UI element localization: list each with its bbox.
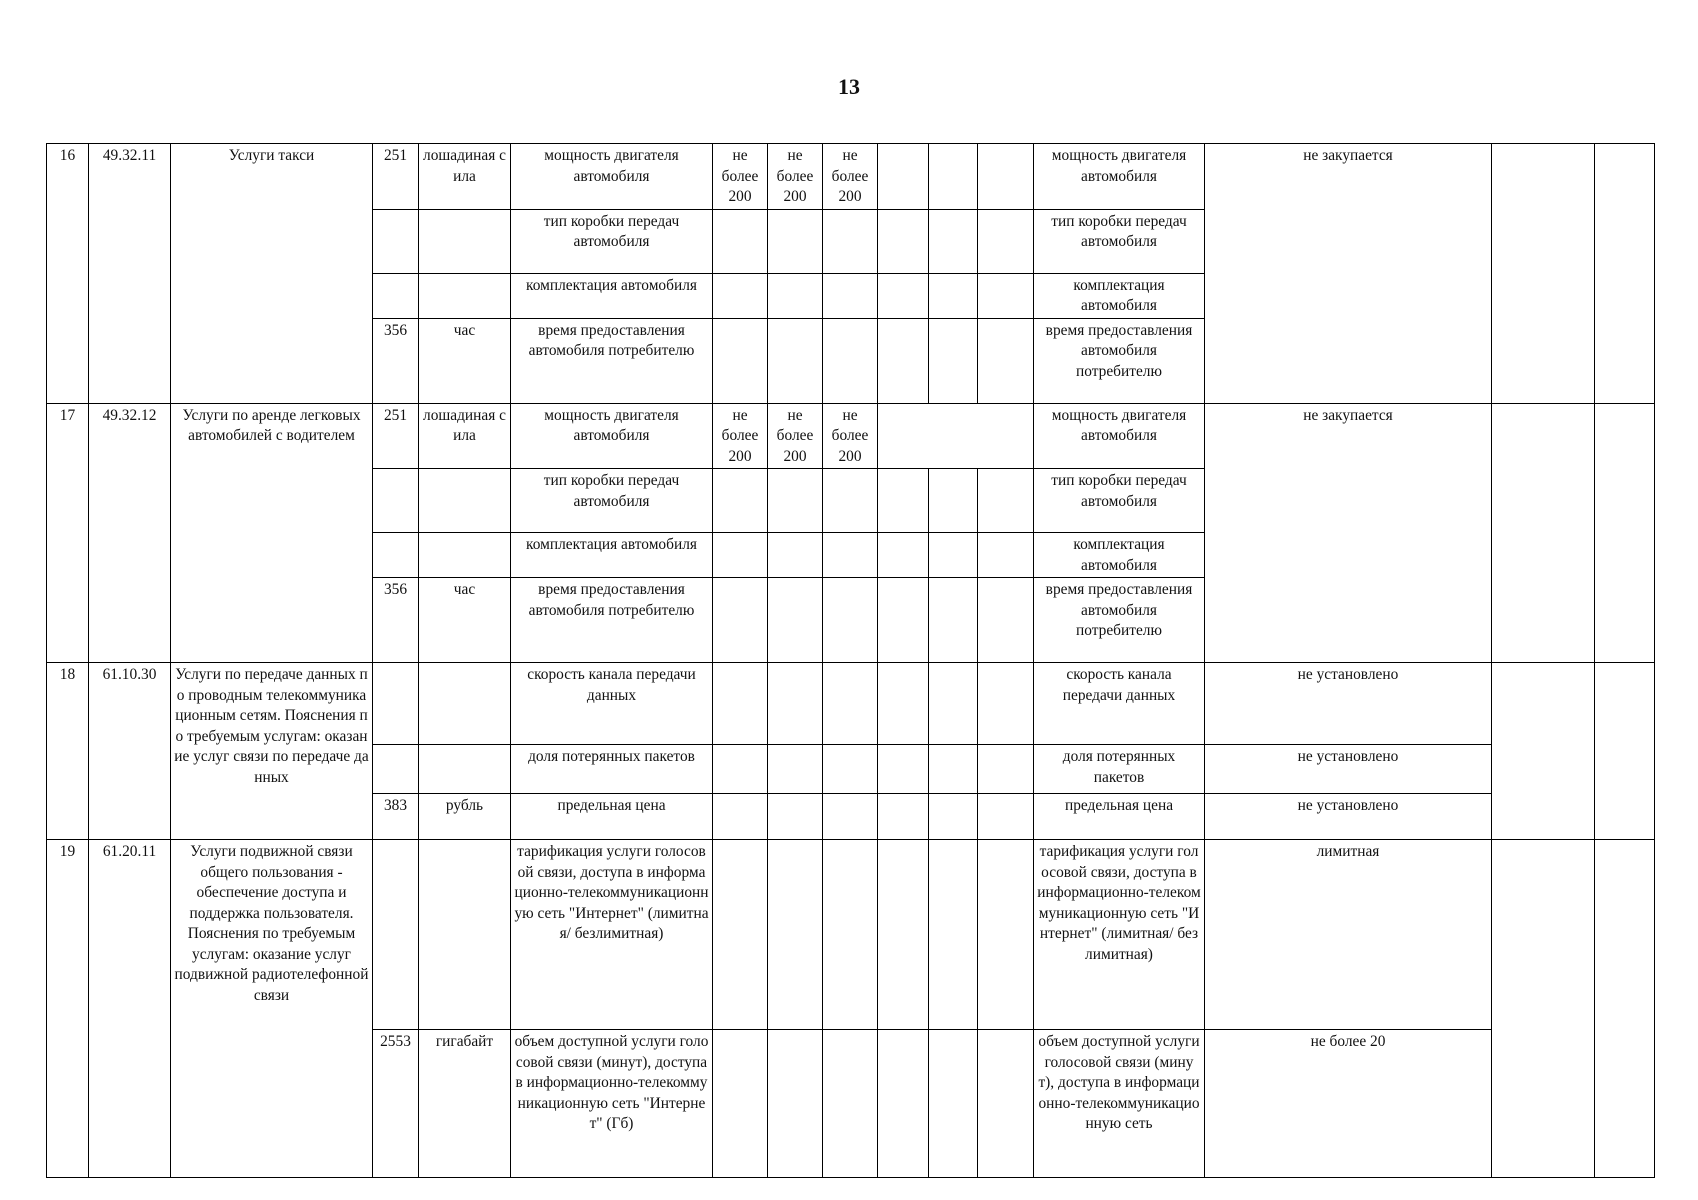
empty-cell [1492, 663, 1595, 840]
empty-cell [878, 318, 929, 403]
limit-value [768, 578, 823, 663]
empty-cell [929, 318, 978, 403]
empty-cell [768, 840, 823, 1030]
row-number: 19 [47, 840, 89, 1178]
empty-cell [978, 578, 1034, 663]
unit-name: рубль [419, 794, 511, 840]
okei-code: 383 [373, 794, 419, 840]
specification-table [46, 143, 1655, 1178]
empty-cell [1595, 840, 1655, 1178]
limit-value [768, 209, 823, 273]
limit-value [713, 578, 768, 663]
characteristic-value: не закупается [1205, 144, 1492, 404]
empty-cell [978, 144, 1034, 210]
row-number: 17 [47, 403, 89, 663]
okpd-code: 61.20.11 [89, 840, 171, 1178]
service-name: Услуги по передаче данных по проводным телекоммуникационным сетям. Пояснения по требуемым услугам: оказание услуг связи по передаче данных [171, 663, 373, 840]
limit-value [823, 209, 878, 273]
characteristic-value: не установлено [1205, 794, 1492, 840]
characteristic: предельная цена [511, 794, 713, 840]
okei-code [373, 745, 419, 794]
characteristic-approved: мощность двигателя автомобиля [1034, 144, 1205, 210]
characteristic-approved: тип коробки передач автомобиля [1034, 469, 1205, 533]
limit-value [768, 273, 823, 318]
okei-code: 356 [373, 578, 419, 663]
characteristic: тарификация услуги голосовой связи, доступа в информационно-телекоммуникационную сеть "Интернет" (лимитная/ безлимитная) [511, 840, 713, 1030]
characteristic-approved: доля потерянных пакетов [1034, 745, 1205, 794]
empty-cell [978, 1030, 1034, 1178]
empty-cell [929, 144, 978, 210]
empty-cell [978, 745, 1034, 794]
empty-cell [929, 469, 978, 533]
empty-cell [929, 745, 978, 794]
okei-code [373, 469, 419, 533]
characteristic-approved: мощность двигателя автомобиля [1034, 403, 1205, 469]
characteristic-approved: время предоставления автомобиля потребителю [1034, 578, 1205, 663]
row-number: 16 [47, 144, 89, 404]
limit-value: не более 200 [713, 144, 768, 210]
service-name: Услуги по аренде легковых автомобилей с водителем [171, 403, 373, 663]
characteristic: тип коробки передач автомобиля [511, 469, 713, 533]
limit-value: не более 200 [713, 403, 768, 469]
empty-cell [1492, 144, 1595, 404]
characteristic-approved: тарификация услуги голосовой связи, доступа в информационно-телекоммуникационную сеть "Интернет" (лимитная/ безлимитная) [1034, 840, 1205, 1030]
empty-cell [823, 794, 878, 840]
characteristic-approved: тип коробки передач автомобиля [1034, 209, 1205, 273]
okei-code [373, 663, 419, 745]
empty-cell [1492, 403, 1595, 663]
characteristic: время предоставления автомобиля потребителю [511, 318, 713, 403]
characteristic-value: не установлено [1205, 663, 1492, 745]
okpd-code: 61.10.30 [89, 663, 171, 840]
service-name: Услуги такси [171, 144, 373, 404]
limit-value [823, 273, 878, 318]
empty-cell [978, 209, 1034, 273]
okpd-code: 49.32.12 [89, 403, 171, 663]
service-name: Услуги подвижной связи общего пользования - обеспечение доступа и поддержка пользователя. Пояснения по требуемым услугам: оказание услуг подвижной радиотелефонной связи [171, 840, 373, 1178]
limit-value [713, 273, 768, 318]
okei-code: 251 [373, 403, 419, 469]
characteristic-approved: скорость канала передачи данных [1034, 663, 1205, 745]
row-number: 18 [47, 663, 89, 840]
empty-cell [929, 209, 978, 273]
characteristic: время предоставления автомобиля потребителю [511, 578, 713, 663]
empty-cell [978, 840, 1034, 1030]
empty-cell [878, 794, 929, 840]
empty-cell [929, 1030, 978, 1178]
unit-name: час [419, 318, 511, 403]
okei-code: 356 [373, 318, 419, 403]
empty-cell [823, 745, 878, 794]
empty-cell [978, 794, 1034, 840]
characteristic-value: не установлено [1205, 745, 1492, 794]
limit-value [713, 318, 768, 403]
unit-name [419, 840, 511, 1030]
empty-cell [929, 533, 978, 578]
limit-value [713, 469, 768, 533]
characteristic-approved: предельная цена [1034, 794, 1205, 840]
empty-cell [768, 663, 823, 745]
empty-cell [768, 1030, 823, 1178]
characteristic: скорость канала передачи данных [511, 663, 713, 745]
unit-name [419, 273, 511, 318]
empty-cell [878, 403, 1034, 469]
okei-code: 2553 [373, 1030, 419, 1178]
empty-cell [878, 578, 929, 663]
empty-cell [823, 663, 878, 745]
empty-cell [878, 663, 929, 745]
okei-code [373, 209, 419, 273]
limit-value [713, 533, 768, 578]
unit-name: лошадиная сила [419, 403, 511, 469]
limit-value: не более 200 [823, 144, 878, 210]
empty-cell [713, 1030, 768, 1178]
characteristic-approved: комплектация автомобиля [1034, 273, 1205, 318]
unit-name [419, 745, 511, 794]
characteristic: объем доступной услуги голосовой связи (минут), доступа в информационно-телекоммуникационную сеть "Интернет" (Гб) [511, 1030, 713, 1178]
empty-cell [929, 840, 978, 1030]
limit-value [823, 318, 878, 403]
unit-name [419, 209, 511, 273]
limit-value [768, 533, 823, 578]
limit-value [823, 469, 878, 533]
empty-cell [1595, 403, 1655, 663]
okei-code [373, 273, 419, 318]
unit-name: гигабайт [419, 1030, 511, 1178]
limit-value: не более 200 [768, 144, 823, 210]
empty-cell [929, 578, 978, 663]
characteristic-approved: комплектация автомобиля [1034, 533, 1205, 578]
empty-cell [713, 745, 768, 794]
empty-cell [713, 840, 768, 1030]
characteristic-value: не более 20 [1205, 1030, 1492, 1178]
empty-cell [768, 794, 823, 840]
empty-cell [878, 273, 929, 318]
empty-cell [823, 840, 878, 1030]
empty-cell [978, 533, 1034, 578]
empty-cell [1492, 840, 1595, 1178]
empty-cell [878, 209, 929, 273]
limit-value [768, 469, 823, 533]
okpd-code: 49.32.11 [89, 144, 171, 404]
limit-value: не более 200 [768, 403, 823, 469]
empty-cell [1595, 663, 1655, 840]
empty-cell [929, 794, 978, 840]
empty-cell [878, 144, 929, 210]
empty-cell [878, 745, 929, 794]
empty-cell [929, 663, 978, 745]
unit-name [419, 533, 511, 578]
okei-code: 251 [373, 144, 419, 210]
empty-cell [713, 663, 768, 745]
empty-cell [878, 533, 929, 578]
empty-cell [978, 469, 1034, 533]
unit-name: лошадиная сила [419, 144, 511, 210]
okei-code [373, 840, 419, 1030]
characteristic: доля потерянных пакетов [511, 745, 713, 794]
empty-cell [978, 663, 1034, 745]
empty-cell [978, 273, 1034, 318]
empty-cell [713, 794, 768, 840]
empty-cell [1595, 144, 1655, 404]
characteristic-approved: объем доступной услуги голосовой связи (минут), доступа в информационно-телекоммуникационную сеть [1034, 1030, 1205, 1178]
characteristic: комплектация автомобиля [511, 273, 713, 318]
empty-cell [878, 1030, 929, 1178]
unit-name [419, 469, 511, 533]
characteristic: мощность двигателя автомобиля [511, 144, 713, 210]
empty-cell [878, 469, 929, 533]
empty-cell [878, 840, 929, 1030]
unit-name [419, 663, 511, 745]
empty-cell [978, 318, 1034, 403]
characteristic: комплектация автомобиля [511, 533, 713, 578]
characteristic-value: лимитная [1205, 840, 1492, 1030]
limit-value [768, 318, 823, 403]
characteristic: мощность двигателя автомобиля [511, 403, 713, 469]
limit-value [823, 578, 878, 663]
limit-value [823, 533, 878, 578]
characteristic-value: не закупается [1205, 403, 1492, 663]
characteristic-approved: время предоставления автомобиля потребителю [1034, 318, 1205, 403]
empty-cell [823, 1030, 878, 1178]
page-number: 13 [838, 74, 860, 99]
okei-code [373, 533, 419, 578]
empty-cell [929, 273, 978, 318]
limit-value: не более 200 [823, 403, 878, 469]
characteristic: тип коробки передач автомобиля [511, 209, 713, 273]
limit-value [713, 209, 768, 273]
unit-name: час [419, 578, 511, 663]
empty-cell [768, 745, 823, 794]
